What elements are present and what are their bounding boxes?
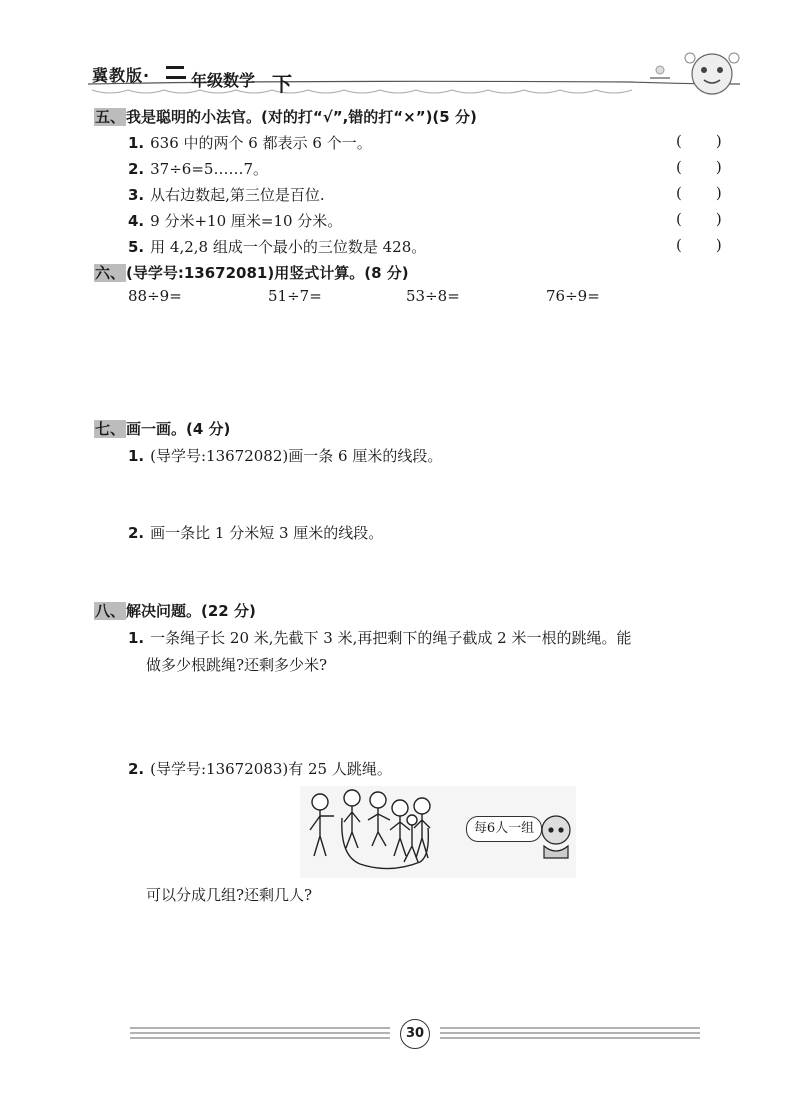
judge-item bbox=[128, 158, 268, 179]
answer-blank[interactable] bbox=[676, 210, 724, 228]
section-7-heading bbox=[94, 418, 230, 439]
section-8-heading bbox=[94, 600, 256, 621]
close-paren: ) bbox=[715, 210, 724, 228]
section-title: 解决问题。(22 分) bbox=[126, 602, 256, 620]
section-number: 七、 bbox=[95, 420, 126, 438]
item-text: 9 分米+10 厘米=10 分米。 bbox=[150, 212, 343, 230]
section-title: 我是聪明的小法官。(对的打“√”,错的打“×”)(5 分) bbox=[126, 108, 477, 126]
section-number: 六、 bbox=[95, 264, 126, 282]
open-paren: ( bbox=[676, 184, 684, 202]
item-number: 5. bbox=[128, 238, 145, 256]
calc-problem: 88÷9= bbox=[128, 287, 182, 305]
calc-problem: 76÷9= bbox=[546, 287, 600, 305]
answer-blank[interactable] bbox=[676, 158, 724, 176]
problem-2-question: 可以分成几组?还剩几人? bbox=[146, 886, 313, 904]
item-text: 画一条比 1 分米短 3 厘米的线段。 bbox=[150, 524, 384, 542]
item-number: 3. bbox=[128, 186, 145, 204]
section-number: 八、 bbox=[95, 602, 126, 620]
open-paren: ( bbox=[676, 132, 684, 150]
answer-blank[interactable] bbox=[676, 184, 724, 202]
open-paren: ( bbox=[676, 236, 684, 254]
close-paren: ) bbox=[715, 158, 724, 176]
item-text: 用 4,2,8 组成一个最小的三位数是 428。 bbox=[150, 238, 427, 256]
section-5-heading bbox=[94, 106, 477, 127]
girl-character-icon bbox=[542, 816, 570, 858]
judge-item bbox=[128, 132, 372, 153]
close-paren: ) bbox=[715, 184, 724, 202]
mascot-logo-icon bbox=[650, 53, 739, 94]
judge-item bbox=[128, 236, 426, 257]
item-text: 37÷6=5……7。 bbox=[150, 160, 268, 178]
judge-item bbox=[128, 210, 342, 231]
draw-item bbox=[128, 445, 442, 466]
item-number: 4. bbox=[128, 212, 145, 230]
problem-1-line-2: 做多少根跳绳?还剩多少米? bbox=[146, 656, 328, 674]
item-number: 2. bbox=[128, 524, 145, 542]
page-header bbox=[0, 0, 800, 100]
problem-2 bbox=[128, 758, 392, 779]
item-number: 2. bbox=[128, 760, 145, 778]
grade-digit bbox=[168, 65, 190, 90]
section-title: 画一画。(4 分) bbox=[126, 420, 231, 438]
item-number: 2. bbox=[128, 160, 145, 178]
grade-text: 年级数学 bbox=[191, 71, 256, 90]
page-number: 30 bbox=[400, 1019, 430, 1049]
section-6-heading bbox=[94, 262, 409, 283]
section-number: 五、 bbox=[95, 108, 126, 126]
edition-label: 冀教版· bbox=[92, 66, 151, 85]
speech-bubble: 每6人一组 bbox=[466, 816, 542, 842]
volume-label: 下 bbox=[272, 72, 292, 96]
item-text: 一条绳子长 20 米,先截下 3 米,再把剩下的绳子截成 2 米一根的跳绳。能 bbox=[150, 629, 632, 647]
open-paren: ( bbox=[676, 158, 684, 176]
problem-1-line-1 bbox=[128, 627, 631, 648]
grade-label bbox=[168, 62, 255, 93]
answer-blank[interactable] bbox=[676, 132, 724, 150]
close-paren: ) bbox=[715, 236, 724, 254]
item-number: 1. bbox=[128, 447, 145, 465]
item-number: 1. bbox=[128, 629, 145, 647]
answer-blank[interactable] bbox=[676, 236, 724, 254]
item-text: 636 中的两个 6 都表示 6 个一。 bbox=[150, 134, 372, 152]
item-number: 1. bbox=[128, 134, 145, 152]
judge-item bbox=[128, 184, 325, 205]
open-paren: ( bbox=[676, 210, 684, 228]
item-text: (导学号:13672082)画一条 6 厘米的线段。 bbox=[150, 447, 443, 465]
draw-item bbox=[128, 522, 383, 543]
section-title: (导学号:13672081)用竖式计算。(8 分) bbox=[126, 264, 409, 282]
calc-problem: 51÷7= bbox=[268, 287, 322, 305]
calc-problem: 53÷8= bbox=[406, 287, 460, 305]
close-paren: ) bbox=[715, 132, 724, 150]
item-text: 从右边数起,第三位是百位. bbox=[150, 186, 325, 204]
item-text: (导学号:13672083)有 25 人跳绳。 bbox=[150, 760, 392, 778]
